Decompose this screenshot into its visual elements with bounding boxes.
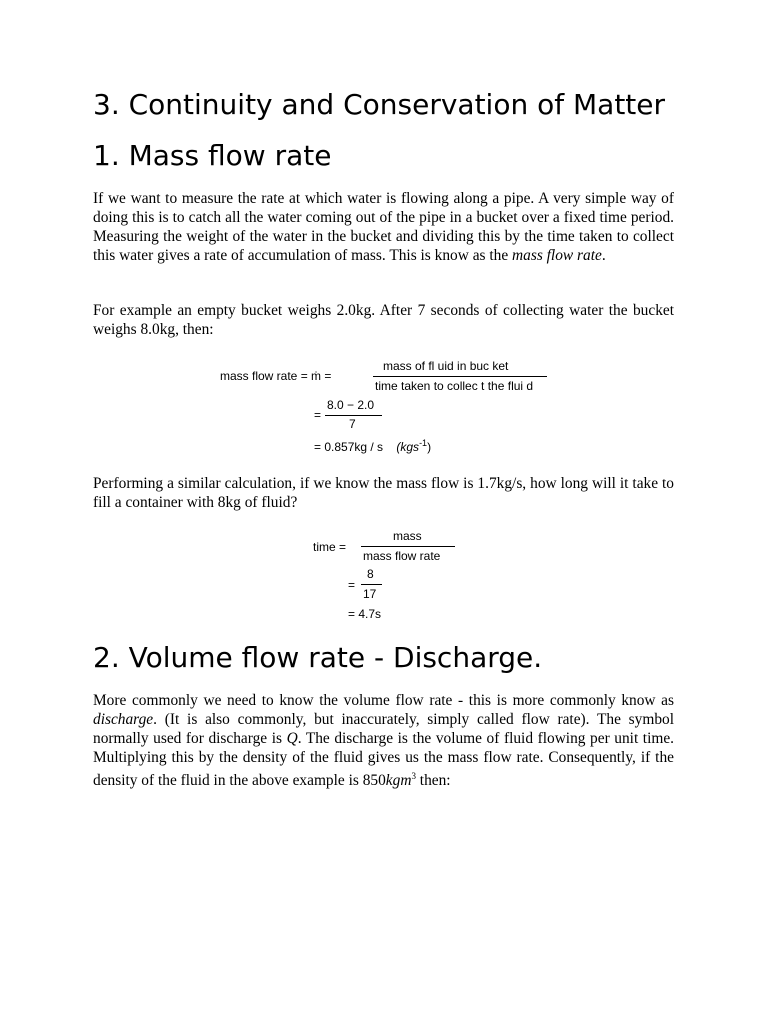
- eq1-numerator: mass of fl uid in buc ket: [383, 359, 509, 373]
- eq2-fraction-bar-2: [361, 584, 382, 585]
- discharge-symbol: Q: [286, 730, 298, 747]
- discharge-text-c: . The discharge is the volume of fluid flowing per unit time. Multiplying this by the density of the fluid gives us the mass flow rate. Consequently, if the density of the fluid in the above example is 850: [93, 730, 674, 790]
- para1-text: If we want to measure the rate at which water is flowing along a pipe. A very simple way of doing this is to catch all the water coming out of the pipe in a bucket over a fixed time period. Measuring the weight of the water in the bucket and dividing this by the time taken to collect this water gives a rate of accumulation of mass. This is know as the: [93, 190, 674, 264]
- paragraph-mass-flow-intro: [93, 189, 674, 265]
- section-heading-volume-flow: 2. Volume flow rate - Discharge.: [93, 641, 543, 674]
- eq2-numerator: mass: [393, 529, 422, 543]
- eq2-denominator: mass flow rate: [363, 549, 441, 563]
- document-title: 3. Continuity and Conservation of Matter: [93, 88, 666, 121]
- eq1-lhs: mass flow rate = ṁ =: [220, 369, 332, 383]
- discharge-term: discharge: [93, 711, 154, 728]
- section-heading-mass-flow: 1. Mass flow rate: [93, 139, 332, 172]
- paragraph-fill-question: Performing a similar calculation, if we know the mass flow is 1.7kg/s, how long will it take to fill a container with 8kg of fluid?: [93, 475, 674, 511]
- eq2-result: = 4.7s: [348, 607, 382, 621]
- eq2-denominator-2: 17: [363, 587, 377, 601]
- density-unit: kgm: [385, 772, 412, 790]
- eq1-fraction-bar: [373, 376, 547, 377]
- eq2-numerator-2: 8: [367, 567, 374, 581]
- eq2-equals-2: =: [348, 578, 356, 592]
- paragraph-discharge: [93, 691, 674, 790]
- para1-end: .: [601, 247, 606, 264]
- eq1-result-close: ): [427, 440, 432, 454]
- eq1-fraction-bar-2: [325, 415, 382, 416]
- eq2-fraction-bar: [361, 546, 455, 547]
- discharge-text-a: More commonly we need to know the volume flow rate - this is more commonly know as: [93, 692, 674, 709]
- eq1-result-exp: -1: [419, 438, 428, 448]
- discharge-text-b: . (It is also commonly, but inaccurately, simply called flow rate). The symbol normally used for discharge is: [93, 711, 674, 747]
- eq1-result: [314, 438, 431, 454]
- eq2-lhs: time =: [313, 540, 347, 554]
- paragraph-bucket-example: For example an empty bucket weighs 2.0kg. After 7 seconds of collecting water the bucket weighs 8.0kg, then:: [93, 302, 674, 338]
- discharge-text-d: then:: [415, 772, 451, 790]
- para1-emphasis: mass flow rate: [512, 247, 602, 264]
- eq1-denominator-2: 7: [349, 417, 356, 431]
- eq1-denominator: time taken to collec t the flui d: [375, 379, 534, 393]
- density-unit-exp: 3: [411, 771, 416, 781]
- eq1-equals-2: =: [314, 408, 322, 422]
- eq1-result-units: (kgs: [396, 440, 420, 454]
- eq1-numerator-2: 8.0 − 2.0: [327, 398, 375, 412]
- eq1-result-value: = 0.857kg / s: [314, 440, 384, 454]
